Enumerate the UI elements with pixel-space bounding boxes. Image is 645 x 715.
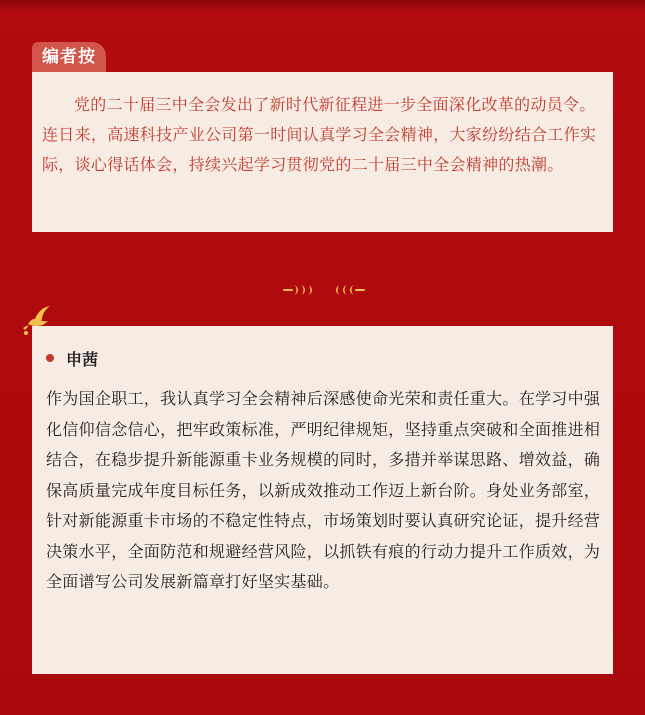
testimonial-panel <box>32 326 613 674</box>
top-shadow <box>0 0 645 12</box>
bullet-dot-icon <box>46 354 54 362</box>
testimonial-header <box>46 346 603 370</box>
editor-note-panel <box>32 72 613 232</box>
testimonial-text: 作为国企职工，我认真学习全会精神后深感使命光荣和责任重大。在学习中强化信仰信念信心，把牢政策标准，严明纪律规矩，坚持重点突破和全面推进相结合，在稳步提升新能源重卡业务规模的同时，多措并举谋思路、增效益，确保高质量完成年度目标任务，以新成效推动工作迈上新台阶。身处业务部室，针对新能源重卡市场的不稳定性特点，市场策划时要认真研究论证，提升经营决策水平，全面防范和规避经营风险，以抓铁有痕的行动力提升工作质效，为全面谱写公司发展新篇章打好坚实基础。 <box>46 389 601 591</box>
editor-note-text: 党的二十届三中全会发出了新时代新征程进一步全面深化改革的动员令。连日来，高速科技产业公司第一时间认真学习全会精神，大家纷纷结合工作实际，谈心得话体会，持续兴起学习贯彻党的二十届三中全会精神的热潮。 <box>42 95 597 174</box>
editor-note-tab: 编者按 <box>32 42 106 72</box>
wheat-ornament-icon <box>283 282 365 298</box>
author-name: 申茜 <box>66 349 99 369</box>
